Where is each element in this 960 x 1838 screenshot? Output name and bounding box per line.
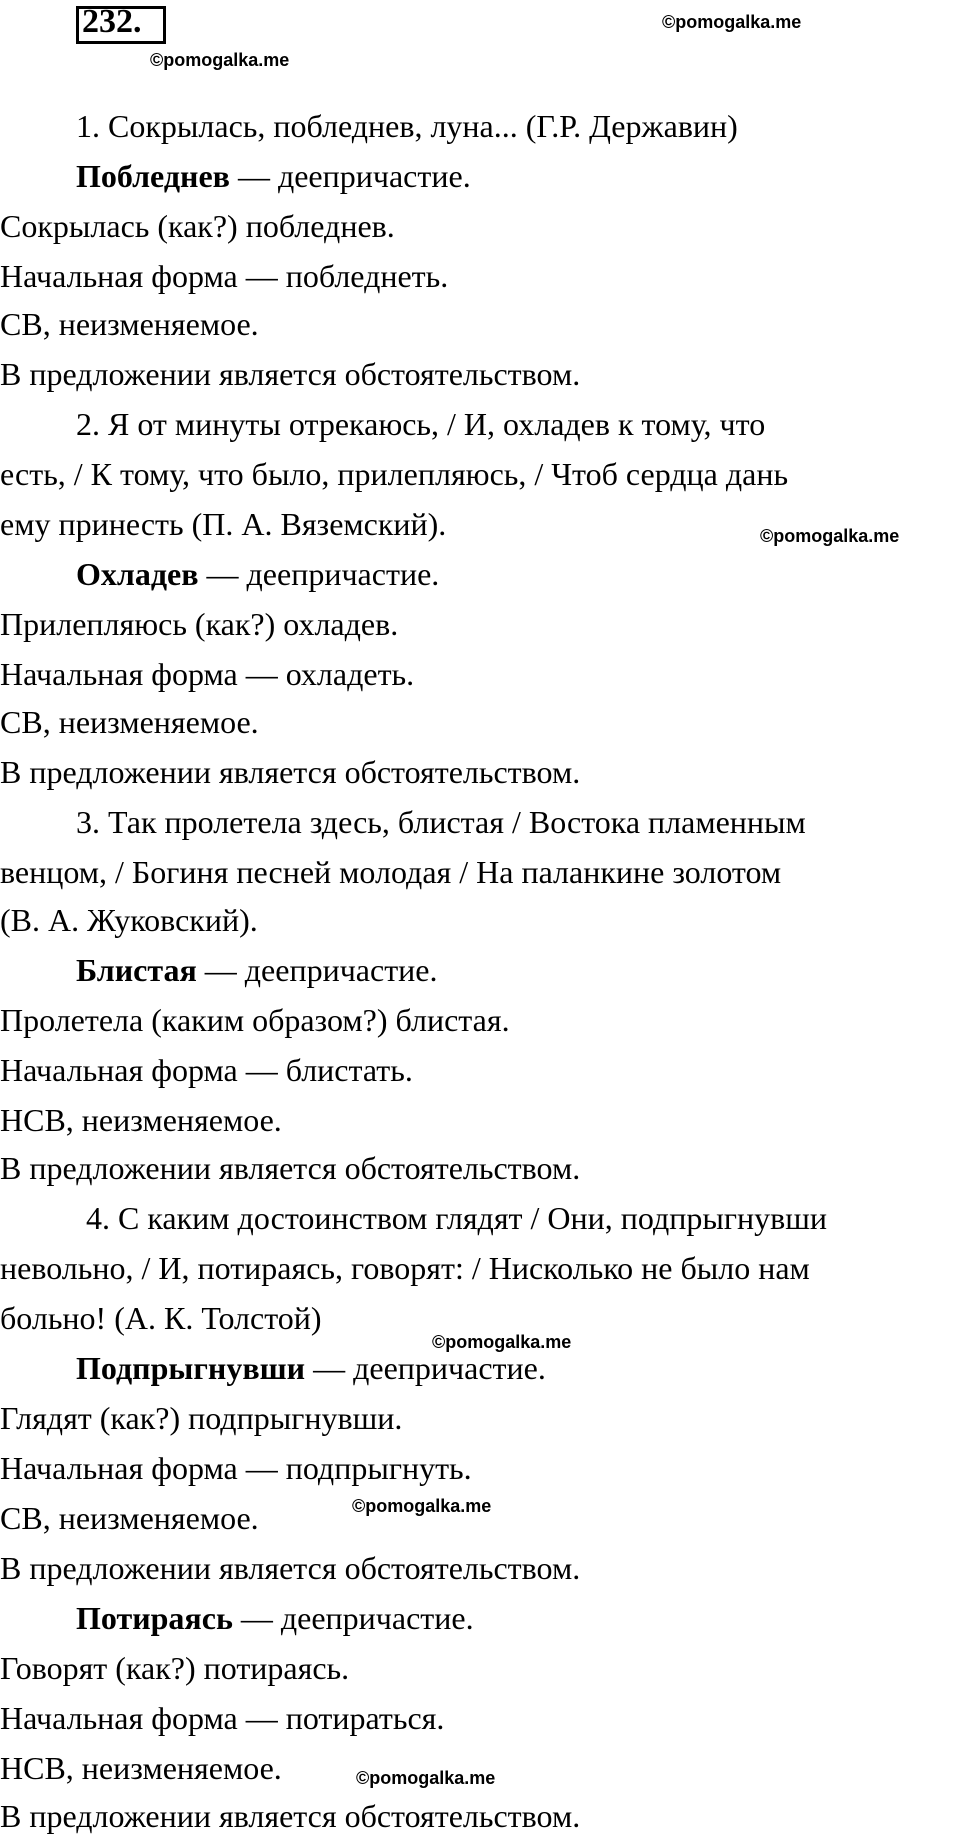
- text-line: Начальная форма — подпрыгнуть.: [0, 1450, 472, 1486]
- watermark: ©pomogalka.me: [662, 12, 802, 32]
- text-line: 1. Сокрылась, побледнев, луна... (Г.Р. Державин): [76, 108, 738, 144]
- watermark: ©pomogalka.me: [356, 1768, 496, 1788]
- text-line: Сокрылась (как?) побледнев.: [0, 208, 395, 244]
- watermark: ©pomogalka.me: [760, 526, 900, 546]
- term-rest: — деепричастие.: [198, 556, 440, 592]
- text-line: [76, 158, 471, 194]
- term-rest: — деепричастие.: [196, 952, 438, 988]
- term-bold: Блистая: [76, 952, 197, 988]
- text-line: В предложении является обстоятельством.: [0, 1798, 581, 1834]
- text-line: СВ, неизменяемое.: [0, 306, 259, 342]
- term-rest: — деепричастие.: [305, 1350, 546, 1386]
- term-bold: Потираясь: [76, 1600, 233, 1636]
- watermark: ©pomogalka.me: [352, 1496, 492, 1516]
- text-line: (В. А. Жуковский).: [0, 902, 258, 938]
- term-bold: Подпрыгнувши: [76, 1350, 306, 1386]
- term-bold: Побледнев: [76, 158, 230, 194]
- text-line: есть, / К тому, что было, прилепляюсь, / Чтоб сердца дань: [0, 456, 789, 492]
- text-line: [76, 1600, 474, 1636]
- text-line: Пролетела (каким образом?) блистая.: [0, 1002, 510, 1038]
- text-line: Начальная форма — побледнеть.: [0, 258, 449, 294]
- watermark: ©pomogalka.me: [150, 50, 290, 70]
- text-line: больно! (А. К. Толстой): [0, 1300, 322, 1336]
- exercise-number: 232.: [82, 3, 142, 40]
- text-line: Начальная форма — охладеть.: [0, 656, 415, 692]
- text-line: Начальная форма — потираться.: [0, 1700, 445, 1736]
- text-line: Говорят (как?) потираясь.: [0, 1650, 350, 1686]
- text-line: В предложении является обстоятельством.: [0, 1150, 581, 1186]
- text-line: [76, 556, 439, 592]
- text-line: [76, 1350, 546, 1386]
- watermark: ©pomogalka.me: [432, 1332, 572, 1352]
- text-line: 3. Так пролетела здесь, блистая / Востока пламенным: [76, 804, 806, 840]
- text-line: НСВ, неизменяемое.: [0, 1750, 282, 1786]
- term-rest: — деепричастие.: [229, 158, 471, 194]
- text-line: невольно, / И, потираясь, говорят: / Нисколько не было нам: [0, 1250, 810, 1286]
- text-line: СВ, неизменяемое.: [0, 1500, 259, 1536]
- term-bold: Охладев: [76, 556, 199, 592]
- text-line: 4. С каким достоинством глядят / Они, подпрыгнувши: [86, 1200, 827, 1236]
- text-line: В предложении является обстоятельством.: [0, 754, 581, 790]
- text-line: Глядят (как?) подпрыгнувши.: [0, 1400, 403, 1436]
- text-line: НСВ, неизменяемое.: [0, 1102, 282, 1138]
- text-line: [76, 952, 438, 988]
- text-line: 2. Я от минуты отрекаюсь, / И, охладев к тому, что: [76, 406, 766, 442]
- text-line: Начальная форма — блистать.: [0, 1052, 413, 1088]
- text-line: венцом, / Богиня песней молодая / На паланкине золотом: [0, 854, 782, 890]
- text-line: В предложении является обстоятельством.: [0, 356, 581, 392]
- text-line: Прилепляюсь (как?) охладев.: [0, 606, 399, 642]
- term-rest: — деепричастие.: [232, 1600, 474, 1636]
- text-line: ему принесть (П. А. Вяземский).: [0, 506, 447, 542]
- text-line: СВ, неизменяемое.: [0, 704, 259, 740]
- text-line: В предложении является обстоятельством.: [0, 1550, 581, 1586]
